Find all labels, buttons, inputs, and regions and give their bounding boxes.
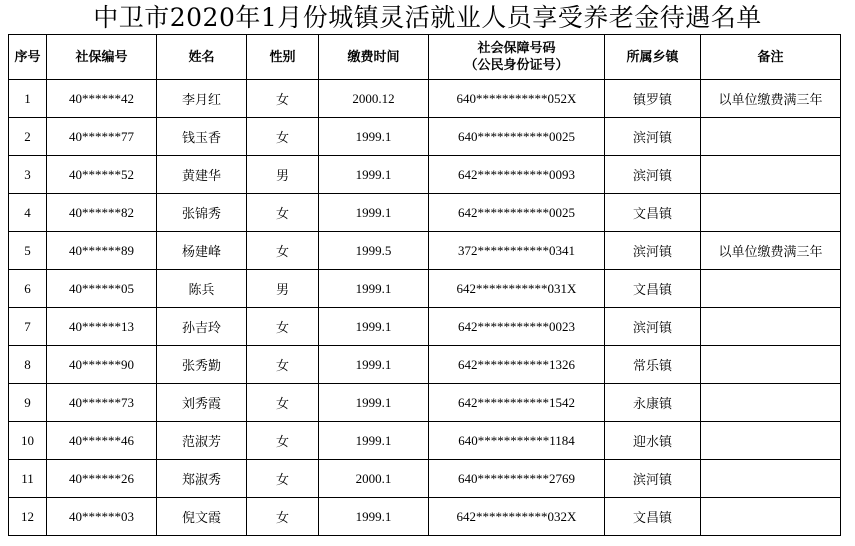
cell-payment-time: 1999.1 [319, 346, 429, 384]
cell-remark [701, 384, 841, 422]
table-row [9, 270, 841, 308]
header-name: 姓名 [157, 35, 247, 80]
cell-payment-time: 1999.1 [319, 498, 429, 536]
cell-payment-time: 1999.5 [319, 232, 429, 270]
cell-id-number: 640***********1184 [429, 422, 605, 460]
cell-gender: 女 [247, 232, 319, 270]
cell-social-security-no: 40******90 [47, 346, 157, 384]
cell-township: 文昌镇 [605, 498, 701, 536]
cell-social-security-no: 40******13 [47, 308, 157, 346]
cell-payment-time: 1999.1 [319, 156, 429, 194]
cell-id-number: 642***********031X [429, 270, 605, 308]
cell-id-number: 642***********0023 [429, 308, 605, 346]
cell-gender: 女 [247, 194, 319, 232]
cell-social-security-no: 40******26 [47, 460, 157, 498]
cell-township: 滨河镇 [605, 118, 701, 156]
cell-name: 张秀勤 [157, 346, 247, 384]
cell-seq: 12 [9, 498, 47, 536]
cell-id-number: 372***********0341 [429, 232, 605, 270]
table-row [9, 308, 841, 346]
cell-township: 迎水镇 [605, 422, 701, 460]
cell-gender: 女 [247, 460, 319, 498]
cell-seq: 9 [9, 384, 47, 422]
cell-name: 李月红 [157, 80, 247, 118]
cell-seq: 2 [9, 118, 47, 156]
header-social-security-no: 社保编号 [47, 35, 157, 80]
cell-township: 滨河镇 [605, 460, 701, 498]
cell-social-security-no: 40******05 [47, 270, 157, 308]
cell-remark: 以单位缴费满三年 [701, 232, 841, 270]
cell-gender: 女 [247, 422, 319, 460]
cell-township: 文昌镇 [605, 194, 701, 232]
cell-remark [701, 498, 841, 536]
cell-social-security-no: 40******03 [47, 498, 157, 536]
cell-social-security-no: 40******52 [47, 156, 157, 194]
cell-seq: 5 [9, 232, 47, 270]
cell-name: 黄建华 [157, 156, 247, 194]
cell-township: 镇罗镇 [605, 80, 701, 118]
cell-township: 文昌镇 [605, 270, 701, 308]
table-header-row [9, 35, 841, 80]
cell-seq: 11 [9, 460, 47, 498]
cell-seq: 3 [9, 156, 47, 194]
header-payment-time: 缴费时间 [319, 35, 429, 80]
cell-id-number: 642***********0093 [429, 156, 605, 194]
cell-payment-time: 1999.1 [319, 308, 429, 346]
cell-gender: 男 [247, 270, 319, 308]
cell-payment-time: 1999.1 [319, 194, 429, 232]
header-township: 所属乡镇 [605, 35, 701, 80]
cell-gender: 男 [247, 156, 319, 194]
cell-payment-time: 2000.1 [319, 460, 429, 498]
cell-payment-time: 1999.1 [319, 118, 429, 156]
header-id-number-line2: （公民身份证号） [464, 58, 569, 73]
cell-id-number: 642***********0025 [429, 194, 605, 232]
cell-name: 孙吉玲 [157, 308, 247, 346]
cell-remark: 以单位缴费满三年 [701, 80, 841, 118]
cell-seq: 6 [9, 270, 47, 308]
cell-township: 永康镇 [605, 384, 701, 422]
cell-township: 滨河镇 [605, 156, 701, 194]
cell-id-number: 642***********032X [429, 498, 605, 536]
table-row [9, 460, 841, 498]
cell-payment-time: 1999.1 [319, 270, 429, 308]
cell-name: 郑淑秀 [157, 460, 247, 498]
cell-seq: 8 [9, 346, 47, 384]
cell-remark [701, 346, 841, 384]
header-id-number [429, 35, 605, 80]
pension-recipient-table [8, 34, 841, 536]
cell-gender: 女 [247, 384, 319, 422]
table-row [9, 194, 841, 232]
cell-gender: 女 [247, 308, 319, 346]
cell-id-number: 642***********1542 [429, 384, 605, 422]
cell-name: 刘秀霞 [157, 384, 247, 422]
cell-id-number: 640***********2769 [429, 460, 605, 498]
cell-payment-time: 1999.1 [319, 422, 429, 460]
cell-township: 常乐镇 [605, 346, 701, 384]
header-remark: 备注 [701, 35, 841, 80]
cell-remark [701, 460, 841, 498]
cell-seq: 7 [9, 308, 47, 346]
table-row [9, 346, 841, 384]
cell-seq: 1 [9, 80, 47, 118]
header-seq: 序号 [9, 35, 47, 80]
cell-name: 钱玉香 [157, 118, 247, 156]
cell-remark [701, 194, 841, 232]
cell-id-number: 640***********0025 [429, 118, 605, 156]
cell-social-security-no: 40******77 [47, 118, 157, 156]
cell-social-security-no: 40******89 [47, 232, 157, 270]
cell-gender: 女 [247, 346, 319, 384]
cell-id-number: 642***********1326 [429, 346, 605, 384]
header-id-number-line1: 社会保障号码 [477, 41, 556, 56]
cell-remark [701, 270, 841, 308]
cell-remark [701, 422, 841, 460]
cell-social-security-no: 40******82 [47, 194, 157, 232]
table-row [9, 232, 841, 270]
table-row [9, 156, 841, 194]
header-gender: 性别 [247, 35, 319, 80]
cell-social-security-no: 40******46 [47, 422, 157, 460]
cell-payment-time: 1999.1 [319, 384, 429, 422]
cell-name: 陈兵 [157, 270, 247, 308]
cell-gender: 女 [247, 80, 319, 118]
document-title: 中卫市2020年1月份城镇灵活就业人员享受养老金待遇名单 [93, 3, 762, 32]
cell-township: 滨河镇 [605, 232, 701, 270]
cell-social-security-no: 40******42 [47, 80, 157, 118]
cell-name: 张锦秀 [157, 194, 247, 232]
table-body [9, 80, 841, 536]
cell-payment-time: 2000.12 [319, 80, 429, 118]
table-row [9, 80, 841, 118]
table-row [9, 498, 841, 536]
cell-remark [701, 156, 841, 194]
cell-seq: 10 [9, 422, 47, 460]
cell-id-number: 640***********052X [429, 80, 605, 118]
cell-township: 滨河镇 [605, 308, 701, 346]
cell-seq: 4 [9, 194, 47, 232]
cell-name: 倪文霞 [157, 498, 247, 536]
cell-remark [701, 308, 841, 346]
cell-remark [701, 118, 841, 156]
table-row [9, 384, 841, 422]
cell-gender: 女 [247, 498, 319, 536]
cell-gender: 女 [247, 118, 319, 156]
cell-name: 杨建峰 [157, 232, 247, 270]
cell-name: 范淑芳 [157, 422, 247, 460]
table-row [9, 118, 841, 156]
cell-social-security-no: 40******73 [47, 384, 157, 422]
table-row [9, 422, 841, 460]
